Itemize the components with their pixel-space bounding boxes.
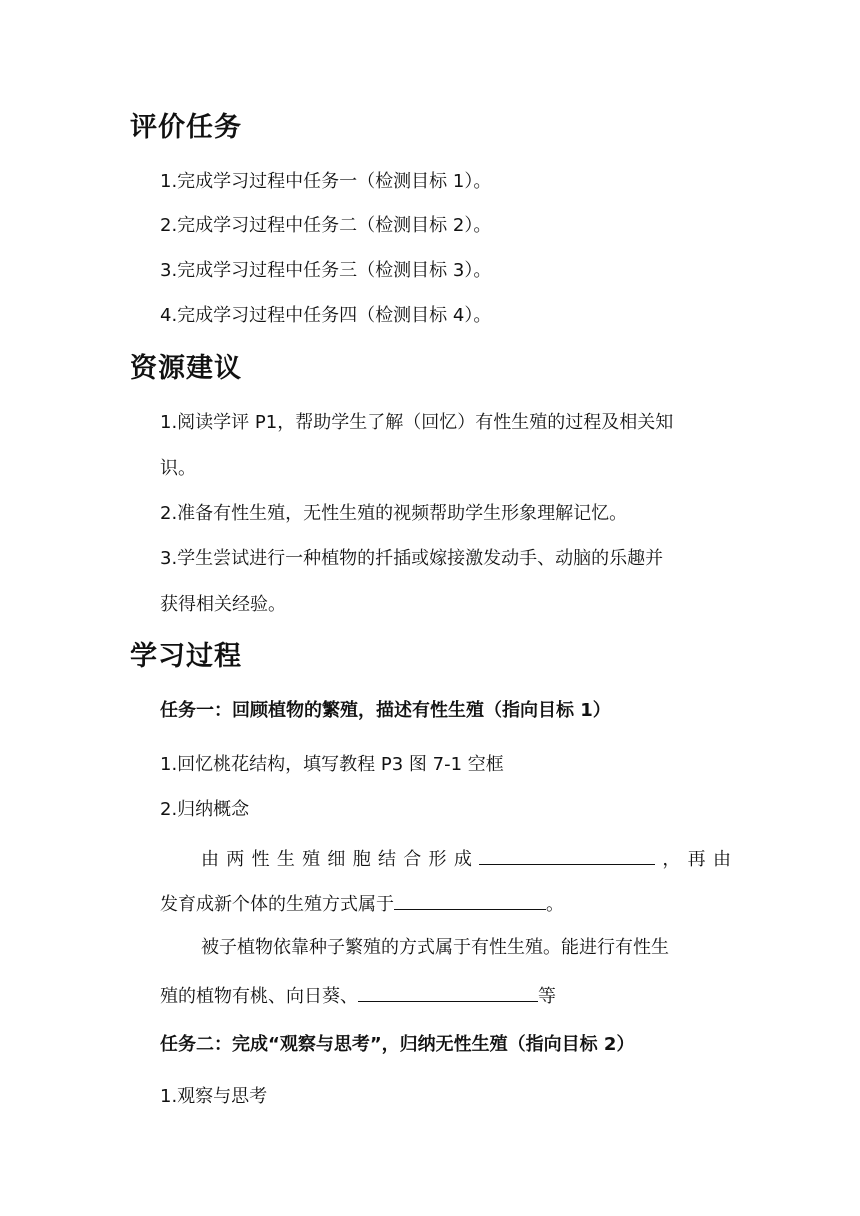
fill-in-sentence-1-line-1 bbox=[201, 844, 731, 872]
answer-blank-1[interactable] bbox=[479, 844, 655, 865]
heading-learning-process: 学习过程 bbox=[130, 641, 242, 672]
char: 两 bbox=[226, 849, 245, 870]
paragraph-2-line-1: 被子植物依靠种子繁殖的方式属于有性生殖。能进行有性生 bbox=[201, 937, 669, 958]
resource-item-3-line-1: 3.学生尝试进行一种植物的扦插或嫁接激发动手、动脑的乐趣并 bbox=[160, 548, 664, 569]
eval-item-3: 3.完成学习过程中任务三（检测目标 3）。 bbox=[160, 260, 492, 281]
text: 殖的植物有桃、向日葵、 bbox=[160, 986, 358, 1007]
heading-resource-suggestions: 资源建议 bbox=[130, 353, 242, 384]
task-2-heading: 任务二：完成“观察与思考”，归纳无性生殖（指向目标 2） bbox=[160, 1034, 635, 1055]
resource-item-3-line-2: 获得相关经验。 bbox=[160, 594, 286, 615]
char: 殖 bbox=[302, 849, 321, 870]
task-1-step-2: 2.归纳概念 bbox=[160, 799, 250, 820]
resource-item-2: 2.准备有性生殖，无性生殖的视频帮助学生形象理解记忆。 bbox=[160, 503, 628, 524]
char: 性 bbox=[251, 849, 270, 870]
paragraph-2-line-2 bbox=[160, 981, 556, 1009]
text: 。 bbox=[546, 894, 564, 915]
eval-item-1: 1.完成学习过程中任务一（检测目标 1）。 bbox=[160, 171, 492, 192]
task-1-step-1: 1.回忆桃花结构，填写教程 P3 图 7-1 空框 bbox=[160, 754, 504, 775]
char: 成 bbox=[453, 849, 472, 870]
char: 由 bbox=[712, 849, 731, 870]
char: 合 bbox=[403, 849, 422, 870]
char: 由 bbox=[201, 849, 219, 870]
heading-eval-tasks: 评价任务 bbox=[130, 112, 242, 143]
char: 结 bbox=[377, 849, 396, 870]
char: 胞 bbox=[352, 849, 371, 870]
resource-item-1-line-2: 识。 bbox=[160, 458, 196, 479]
answer-blank-2[interactable] bbox=[394, 889, 546, 910]
char: 细 bbox=[327, 849, 346, 870]
task-1-heading: 任务一：回顾植物的繁殖，描述有性生殖（指向目标 1） bbox=[160, 700, 611, 721]
char: 生 bbox=[276, 849, 295, 870]
text: 发育成新个体的生殖方式属于 bbox=[160, 894, 394, 915]
char: 再 bbox=[687, 849, 706, 870]
eval-item-4: 4.完成学习过程中任务四（检测目标 4）。 bbox=[160, 305, 492, 326]
text: 等 bbox=[538, 986, 556, 1007]
answer-blank-3[interactable] bbox=[358, 981, 538, 1002]
resource-item-1-line-1: 1.阅读学评 P1，帮助学生了解（回忆）有性生殖的过程及相关知 bbox=[160, 412, 674, 433]
char: ， bbox=[662, 849, 681, 870]
fill-in-sentence-1-line-2 bbox=[160, 889, 564, 917]
task-2-step-1: 1.观察与思考 bbox=[160, 1086, 268, 1107]
eval-item-2: 2.完成学习过程中任务二（检测目标 2）。 bbox=[160, 215, 492, 236]
char: 形 bbox=[428, 849, 447, 870]
